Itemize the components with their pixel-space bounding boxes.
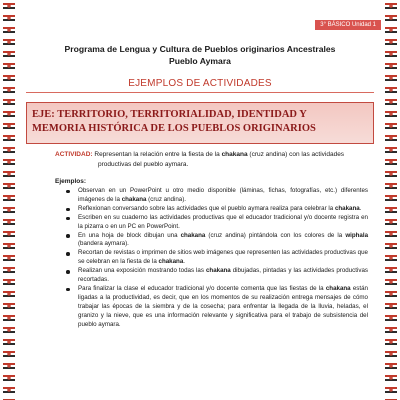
examples-list: [66, 187, 368, 330]
section-divider: [26, 92, 374, 93]
bullet-icon: [66, 270, 70, 274]
list-item: Observan en un PowerPoint u otro medio disponible (láminas, fichas, fotografías, etc.) diferentes imágenes de la chakana (cruz andina).: [66, 187, 368, 205]
list-item: Escriben en su cuaderno las actividades productivas que el educador tradicional y/o docente registra en la pizarra o en un PC en PowerPoint.: [66, 214, 368, 232]
decorative-border-left: [3, 0, 15, 400]
activity-keyword: chakana: [221, 151, 248, 158]
list-item: Para finalizar la clase el educador tradicional y/o docente comenta que las fiestas de la chakana están ligadas a la productividad, es decir, que en los momentos de su realización entrega mensajes de cómo trabajar las épocas de la siembra y de la cosecha; para enfrentar la llegada de la lluvia, heladas, el granizo y la nieve, que es una información relevante y significativa para el trabajo de subsistencia del pueblo aymara.: [66, 285, 368, 330]
eje-title-line2: MEMORIA HISTÓRICA DE LOS PUEBLOS ORIGINARIOS: [32, 122, 316, 134]
decorative-border-right: [385, 0, 397, 400]
list-item: Realizan una exposición mostrando todas las chakana dibujadas, pintadas y las actividades productivas recortadas.: [66, 267, 368, 285]
list-item: En una hoja de block dibujan una chakana (cruz andina) pintándola con los colores de la wiphala (bandera aymara).: [66, 232, 368, 250]
bullet-icon: [66, 288, 70, 292]
eje-box: [26, 102, 374, 144]
activity-text-line2: productivas del pueblo aymara.: [98, 160, 189, 168]
eje-title: [32, 108, 368, 135]
eje-title-line1: EJE: TERRITORIO, TERRITORIALIDAD, IDENTIDAD Y: [32, 109, 307, 120]
grade-unit-badge: 3° BÁSICO Unidad 1: [315, 20, 381, 30]
activity-description: [55, 150, 368, 169]
bullet-icon: [66, 190, 70, 194]
bullet-icon: [66, 208, 70, 212]
bullet-icon: [66, 234, 70, 238]
list-item: Reflexionan conversando sobre las actividades que el pueblo aymara realiza para celebrar la chakana.: [66, 205, 368, 214]
program-title: Programa de Lengua y Cultura de Pueblos originarios Ancestrales: [64, 44, 336, 54]
bullet-icon: [66, 217, 70, 221]
document-header: [22, 43, 378, 67]
bullet-icon: [66, 252, 70, 256]
examples-label: Ejemplos:: [55, 178, 87, 185]
activity-text: Representan la relación entre la fiesta de la: [92, 151, 222, 158]
activity-text-cont: (cruz andina) con las actividades: [247, 151, 345, 158]
activity-label: ACTIVIDAD:: [55, 151, 93, 158]
list-item: Recortan de revistas o imprimen de sitios web imágenes que representen las actividades productivas que se celebran en la fiesta de la chakana.: [66, 249, 368, 267]
people-title: Pueblo Aymara: [169, 56, 231, 66]
section-title: EJEMPLOS DE ACTIVIDADES: [128, 78, 272, 89]
